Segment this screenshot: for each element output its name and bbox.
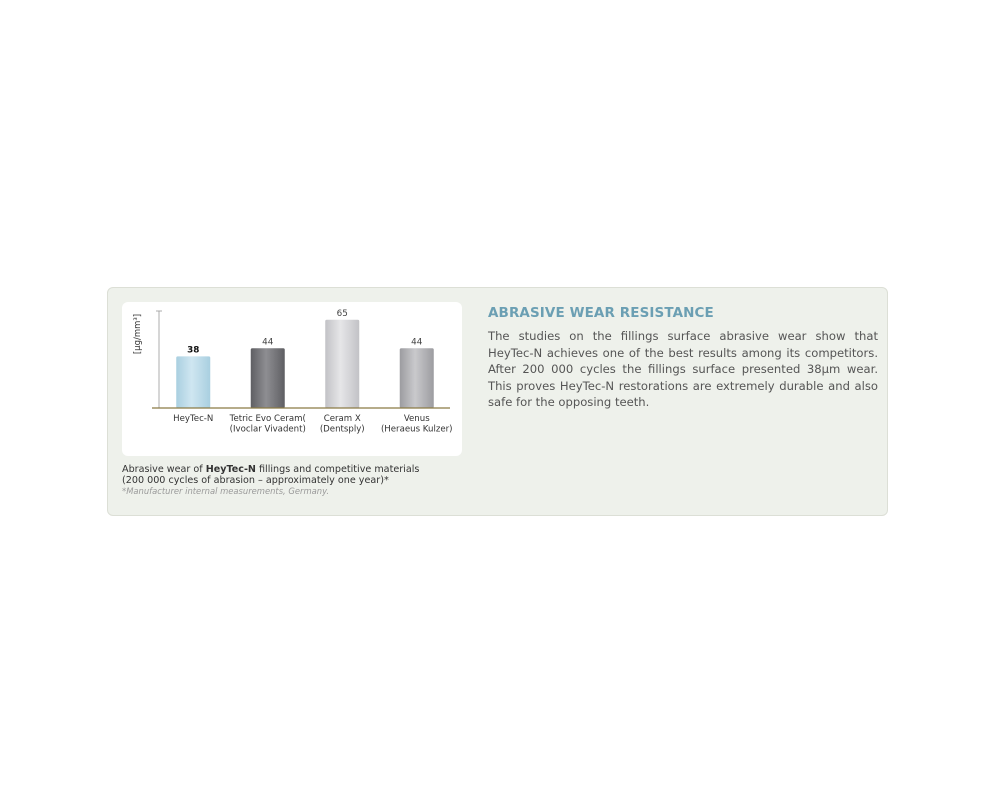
chart-card xyxy=(122,302,462,456)
bar-3 xyxy=(400,348,434,408)
bar-1 xyxy=(251,348,285,408)
caption-line-1 xyxy=(122,464,462,475)
chart-caption xyxy=(122,464,462,496)
category-label-1-1: (Ivoclar Vivadent) xyxy=(229,424,306,435)
caption-footnote: *Manufacturer internal measurements, Germany. xyxy=(122,486,330,496)
data-label-3: 44 xyxy=(411,337,423,348)
category-label-3-1: (Heraeus Kulzer) xyxy=(380,424,453,435)
y-axis-label: [µg/mm³] xyxy=(133,313,143,355)
section-paragraph: The studies on the fillings surface abrasive wear show that HeyTec-N achieves one of the best results among its competitors. After 200 000 cycles the fillings surface presented 38µm wear. This proves HeyTec-N restorations are extremely durable and also safe for the opposing teeth. xyxy=(488,329,878,409)
category-label-3-0: Venus xyxy=(403,414,430,424)
category-label-1-0: Tetric Evo Ceram( xyxy=(229,414,306,424)
data-label-0: 38 xyxy=(187,345,200,356)
bar-0 xyxy=(176,356,210,408)
data-label-2: 65 xyxy=(336,308,348,319)
section-title: ABRASIVE WEAR RESISTANCE xyxy=(488,305,714,321)
category-label-2-0: Ceram X xyxy=(323,414,361,424)
data-label-1: 44 xyxy=(262,337,274,348)
bar-2 xyxy=(325,320,359,408)
wear-resistance-panel xyxy=(107,287,888,516)
category-label-2-1: (Dentsply) xyxy=(319,424,365,435)
category-label-0-0: HeyTec-N xyxy=(173,414,214,424)
caption-product-name: HeyTec-N xyxy=(205,464,256,475)
caption-text-before: Abrasive wear of xyxy=(122,464,206,475)
wear-bar-chart xyxy=(122,302,462,456)
caption-text-after: fillings and competitive materials xyxy=(255,464,420,475)
caption-line-2: (200 000 cycles of abrasion – approximately one year)* xyxy=(122,475,389,486)
